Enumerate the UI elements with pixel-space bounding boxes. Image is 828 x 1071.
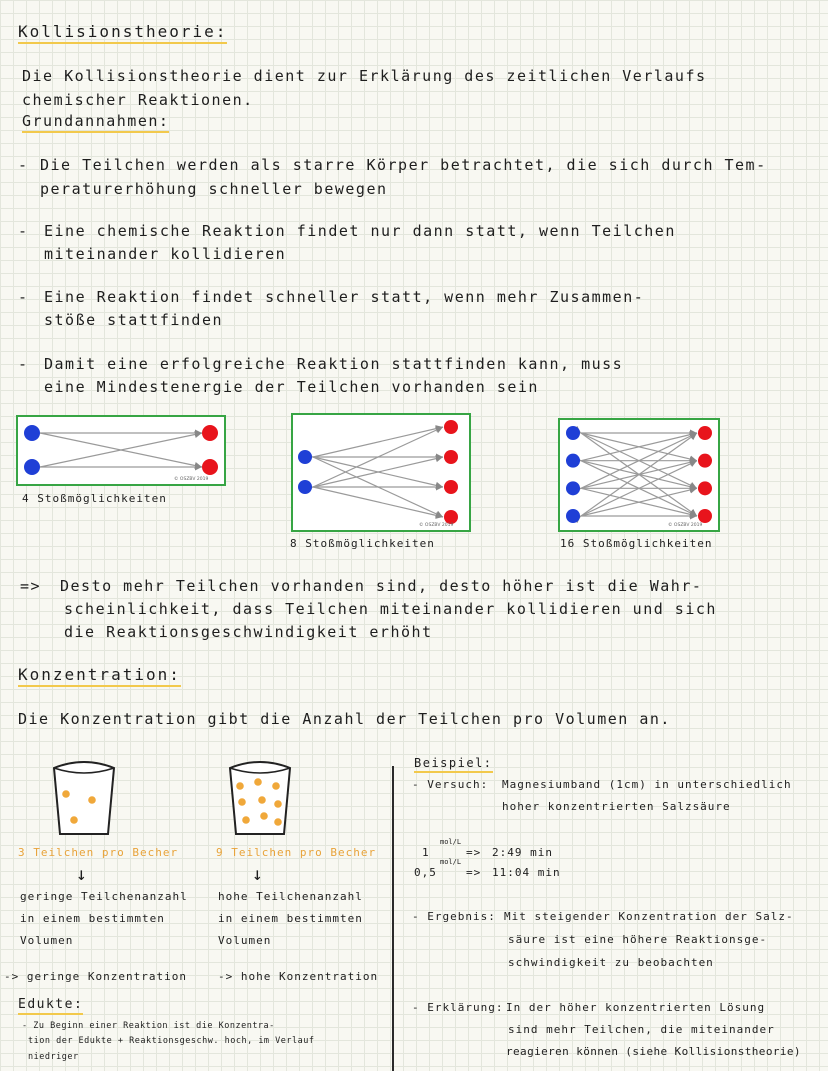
down-arrow-icon: ↓: [76, 864, 89, 885]
beaker-low-concentration: [46, 758, 122, 838]
blue-particle: [566, 509, 580, 523]
explanation-line-1: In der höher konzentrierten Lösung: [506, 1001, 766, 1014]
result-line-1: Mit steigender Konzentration der Salz-: [504, 910, 794, 923]
assumption-1-line-1: Die Teilchen werden als starre Körper betrachtet, die sich durch Tem-: [40, 156, 767, 174]
experiment-line-1: Magnesiumband (1cm) in unterschiedlich: [502, 778, 792, 791]
red-particle: [698, 454, 712, 468]
explanation-line-2: sind mehr Teilchen, die miteinander: [508, 1023, 775, 1036]
beaker-high-concentration: [222, 758, 298, 838]
collision-arrow: [313, 487, 443, 517]
measurement-1-arrow: =>: [466, 846, 482, 859]
collision-diagram-4: [16, 415, 226, 486]
result-label: - Ergebnis:: [412, 910, 496, 923]
red-particle: [444, 450, 458, 464]
particle: [236, 782, 244, 790]
collision-svg: [18, 417, 224, 484]
diagram-copyright: © OSZBV 2019: [174, 477, 209, 482]
result-line-3: schwindigkeit zu beobachten: [508, 956, 714, 969]
red-particle: [202, 459, 218, 475]
blue-particle: [566, 426, 580, 440]
conclusion-line-1: Desto mehr Teilchen vorhanden sind, desto höher ist die Wahr-: [60, 577, 703, 595]
blue-particle: [566, 481, 580, 495]
collision-diagram-16: [558, 418, 720, 532]
blue-particle: [24, 459, 40, 475]
particle: [62, 790, 70, 798]
measurement-2-arrow: =>: [466, 866, 482, 879]
intro-line-2: chemischer Reaktionen.: [22, 91, 254, 109]
red-particle: [698, 509, 712, 523]
particle: [258, 796, 266, 804]
particle: [260, 812, 268, 820]
explanation-line-3: reagieren können (siehe Kollisionstheorie): [506, 1045, 801, 1058]
collision-diagram-8: [291, 413, 471, 532]
red-particle: [444, 510, 458, 524]
beaker-1-line-2: in einem bestimmten: [20, 912, 165, 925]
beaker-2-line-1: hohe Teilchenanzahl: [218, 890, 363, 903]
particle: [70, 816, 78, 824]
assumption-2-line-2: miteinander kollidieren: [44, 245, 287, 263]
particle: [274, 818, 282, 826]
intro-line-1: Die Kollisionstheorie dient zur Erklärung des zeitlichen Verlaufs: [22, 67, 707, 85]
beaker-1-label: 3 Teilchen pro Becher: [18, 846, 179, 859]
assumption-4-line-1: Damit eine erfolgreiche Reaktion stattfinden kann, muss: [44, 355, 624, 373]
bullet: -: [18, 288, 29, 306]
beaker-1-line-3: Volumen: [20, 934, 74, 947]
explanation-label: - Erklärung:: [412, 1001, 504, 1014]
down-arrow-icon: ↓: [252, 864, 265, 885]
diagram-caption-16: 16 Stoßmöglichkeiten: [560, 537, 713, 550]
beaker-1-line-1: geringe Teilchenanzahl: [20, 890, 188, 903]
red-particle: [444, 420, 458, 434]
experiment-line-2: hoher konzentrierten Salzsäure: [502, 800, 731, 813]
educts-line-2: tion der Edukte + Reaktionsgeschw. hoch, im Verlauf: [28, 1036, 315, 1046]
bullet: -: [18, 355, 29, 373]
blue-particle: [566, 454, 580, 468]
assumption-1-line-2: peraturerhöhung schneller bewegen: [40, 180, 388, 198]
beaker-2-line-3: Volumen: [218, 934, 272, 947]
educts-heading: Edukte:: [18, 997, 83, 1015]
beaker-2-line-2: in einem bestimmten: [218, 912, 363, 925]
red-particle: [698, 426, 712, 440]
red-particle: [444, 480, 458, 494]
collision-svg: [560, 420, 718, 530]
experiment-label: - Versuch:: [412, 778, 489, 791]
assumption-2-line-1: Eine chemische Reaktion findet nur dann statt, wenn Teilchen: [44, 222, 676, 240]
conclusion-line-2: scheinlichkeit, dass Teilchen miteinander kollidieren und sich: [64, 600, 717, 618]
blue-particle: [24, 425, 40, 441]
measurement-1-conc: 1: [422, 846, 430, 859]
measurement-2-conc: 0,5: [414, 866, 437, 879]
blue-particle: [298, 450, 312, 464]
page-title: Kollisionstheorie:: [18, 22, 227, 44]
diagram-copyright: © OSZBV 2019: [668, 523, 703, 528]
educts-line-3: niedriger: [28, 1052, 79, 1062]
particle: [238, 798, 246, 806]
column-divider: [392, 766, 394, 1071]
diagram-caption-4: 4 Stoßmöglichkeiten: [22, 492, 167, 505]
assumption-3-line-1: Eine Reaktion findet schneller statt, wenn mehr Zusammen-: [44, 288, 645, 306]
particle: [272, 782, 280, 790]
conclusion-line-3: die Reaktionsgeschwindigkeit erhöht: [64, 623, 433, 641]
diagram-copyright: © OSZBV 2019: [419, 523, 454, 528]
measurement-2-unit: mol/L: [440, 858, 462, 866]
concentration-heading: Konzentration:: [18, 665, 181, 687]
bullet: -: [18, 156, 29, 174]
measurement-2-time: 11:04 min: [492, 866, 561, 879]
beaker-2-result: -> hohe Konzentration: [218, 970, 379, 983]
red-particle: [698, 481, 712, 495]
assumption-4-line-2: eine Mindestenergie der Teilchen vorhanden sein: [44, 378, 539, 396]
measurement-1-unit: mol/L: [440, 838, 462, 846]
measurement-1-time: 2:49 min: [492, 846, 553, 859]
educts-line-1: - Zu Beginn einer Reaktion ist die Konzentra-: [22, 1021, 275, 1031]
result-line-2: säure ist eine höhere Reaktionsge-: [508, 933, 768, 946]
assumption-3-line-2: stöße stattfinden: [44, 311, 224, 329]
conclusion-arrow: =>: [20, 577, 42, 595]
bullet: -: [18, 222, 29, 240]
beaker-2-label: 9 Teilchen pro Becher: [216, 846, 377, 859]
collision-arrow: [313, 427, 443, 457]
particle: [274, 800, 282, 808]
assumptions-heading: Grundannahmen:: [22, 112, 169, 133]
diagram-caption-8: 8 Stoßmöglichkeiten: [290, 537, 435, 550]
particle: [242, 816, 250, 824]
example-heading: Beispiel:: [414, 756, 493, 773]
blue-particle: [298, 480, 312, 494]
particle: [254, 778, 262, 786]
red-particle: [202, 425, 218, 441]
concentration-definition: Die Konzentration gibt die Anzahl der Teilchen pro Volumen an.: [18, 710, 671, 728]
collision-svg: [293, 415, 469, 530]
particle: [88, 796, 96, 804]
beaker-1-result: -> geringe Konzentration: [4, 970, 187, 983]
